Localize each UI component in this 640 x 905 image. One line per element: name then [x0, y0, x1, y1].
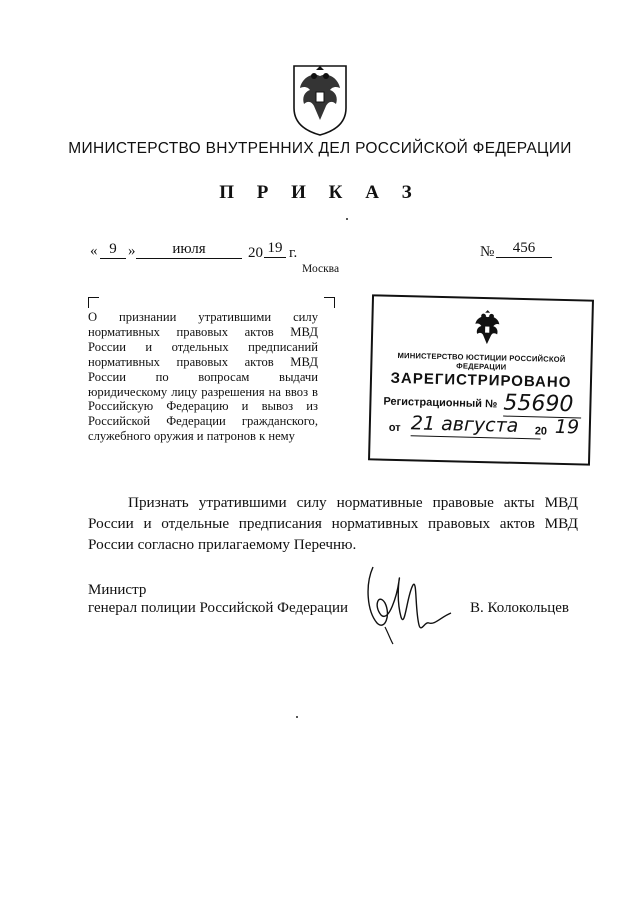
- order-number: 456: [496, 240, 552, 258]
- stamp-year-suffix: 19: [554, 415, 580, 439]
- date-day: 9: [100, 241, 126, 259]
- date-year-suffix: 19: [264, 240, 286, 258]
- document-type: П Р И К А З: [219, 182, 421, 203]
- stamp-year-prefix: 20: [534, 425, 548, 438]
- date-quote-close: »: [128, 243, 136, 259]
- order-subject: О признании утратившими силу нормативных правовых актов МВД России и отдельных предписаний нормативных правовых актов МВД России по вопросам выдачи юридическому лицу разрешения на ввоз в Российскую Федерацию и вывоз из Российской Федерации гражданского, служебного оружия и патронов к нему: [88, 310, 318, 444]
- stamp-ministry: МИНИСТЕРСТВО ЮСТИЦИИ РОССИЙСКОЙ ФЕДЕРАЦИИ: [397, 350, 566, 372]
- city: Москва: [302, 263, 340, 275]
- stamp-coat-of-arms-icon: [469, 309, 506, 352]
- scan-speck: [296, 716, 298, 718]
- date-year-prefix: 20: [248, 245, 263, 261]
- date-month: июля: [136, 241, 242, 259]
- signatory-rank: генерал полиции Российской Федерации: [88, 600, 349, 616]
- scan-speck: [346, 218, 348, 220]
- bracket-top-left: [88, 297, 99, 308]
- coat-of-arms-icon: [290, 62, 350, 138]
- date-year-mark: г.: [289, 245, 298, 261]
- stamp-from-label: от: [388, 421, 401, 435]
- date-quote-open: «: [90, 243, 98, 259]
- registration-stamp: [368, 294, 594, 465]
- number-label: №: [480, 244, 495, 260]
- signatory-position: Министр: [88, 582, 147, 598]
- stamp-registered: ЗАРЕГИСТРИРОВАНО: [390, 369, 572, 392]
- handwritten-signature: [355, 565, 470, 645]
- order-body-text: Признать утратившими силу нормативные правовые акты МВД России и отдельные предписания нормативных правовых актов МВД России согласно прилагаемому Перечню.: [88, 494, 578, 553]
- stamp-reg-date: 21 августа: [411, 411, 542, 439]
- signatory-name: В. Колокольцев: [470, 600, 569, 616]
- ministry-name: МИНИСТЕРСТВО ВНУТРЕННИХ ДЕЛ РОССИЙСКОЙ ФЕДЕРАЦИИ: [68, 140, 572, 157]
- bracket-top-right: [324, 297, 335, 308]
- order-body: [88, 492, 578, 555]
- stamp-reg-label: Регистрационный №: [383, 395, 498, 411]
- stamp-reg-number: 55690: [503, 392, 582, 419]
